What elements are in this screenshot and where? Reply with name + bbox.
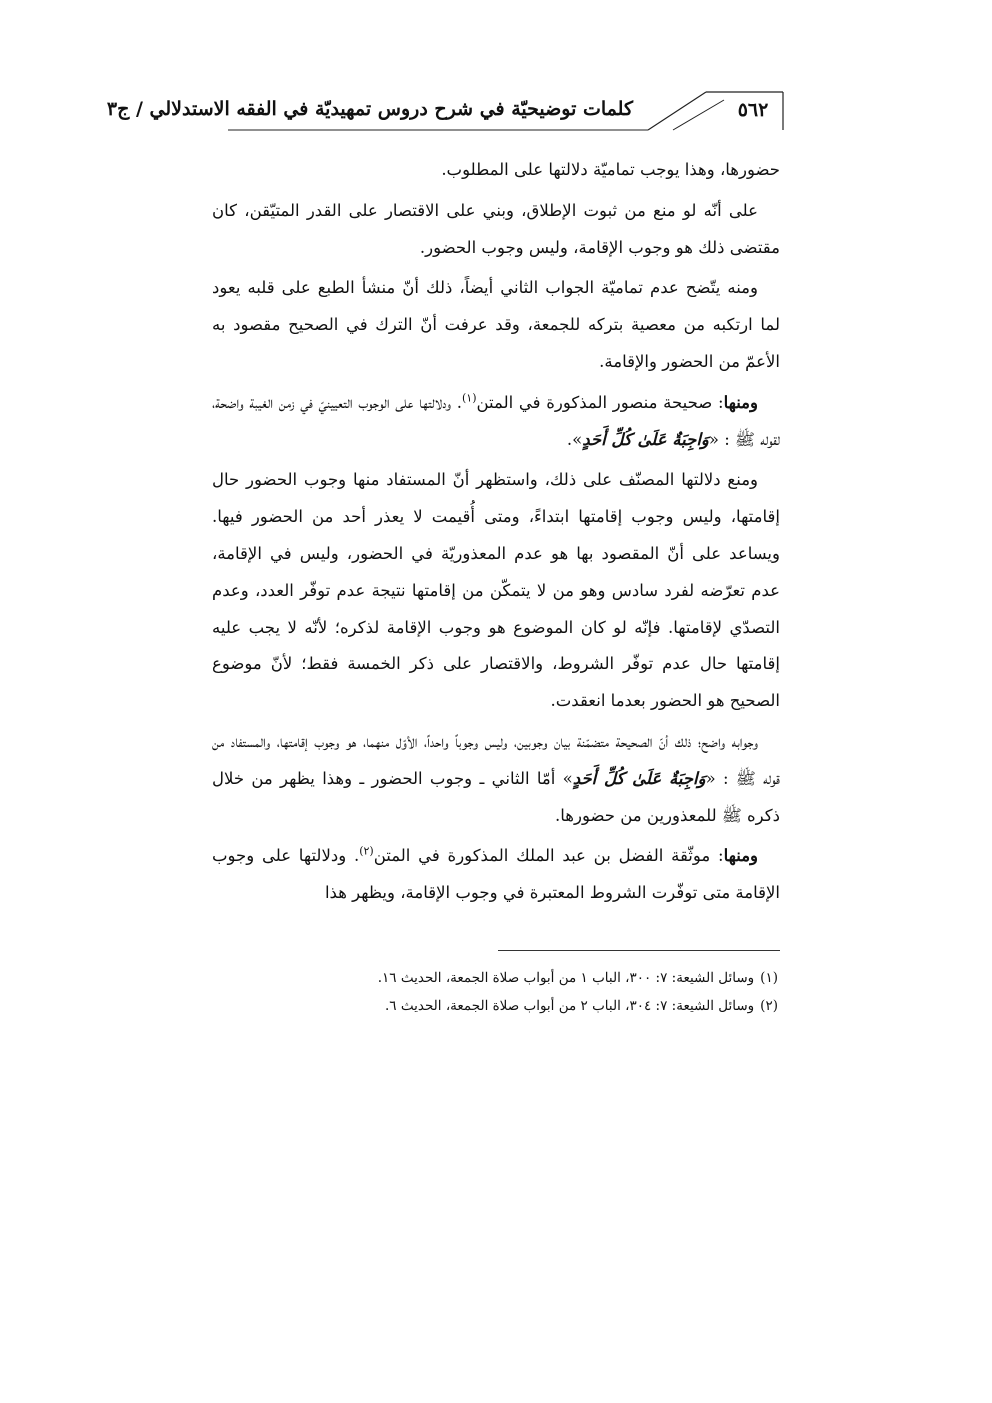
footnote-text: وسائل الشيعة: ٧: ٣٠٠، الباب ١ من أبواب صلاة الجمعة، الحديث ١٦. [377, 970, 755, 986]
paragraph-5: ومنع دلالتها المصنّف على ذلك، واستظهر أنّ المستفاد منها وجوب الحضور حال إقامتها، وليس وجوب إقامتها ابتداءً، ومتى أُقيمت لا يعذر أحد من الحضور فيها. ويساعد على أنّ المقصود بها هو عدم المعذوريّة في الحضور، وليس في الإقامة، عدم تعرّضه لفرد سادس وهو من لا يتمكّن من إقامتها نتيجة عدم توفّر العدد، وعدم التصدّي لإقامتها. فإنّه لو كان الموضوع هو وجوب الإقامة لذكره؛ لأنّه لا يجب عليه إقامتها حال عدم توفّر الشروط، والاقتصار على ذكر الخمسة فقط؛ لأنّ موضوع الصحيح هو الحضور بعدما انعقدت. [212, 470, 780, 711]
footnote-ref: (٢) [359, 844, 374, 858]
lead-word: ومنها [723, 846, 758, 866]
paragraph-1: حضورها، وهذا يوجب تماميّة دلالتها على المطلوب. [441, 160, 780, 179]
para-text: ». [566, 429, 583, 449]
para-text: . ودلالتها على الوجوب التعيينيّ في زمن الغيبة واضحة، لقوله ﷺ : « [212, 392, 780, 449]
paragraph-4 [212, 385, 780, 459]
lead-word: ومنها [723, 392, 758, 412]
paragraph-6 [212, 724, 780, 834]
body-text [212, 152, 780, 912]
para-text: وجوابه واضح؛ ذلك أنّ الصحيحة متضمّنة بيان وجوبين، وليس وجوباً واحداً، الأوّل منهما، هو وجوب إقامتها، والمستفاد من قوله ﷺ : « [212, 731, 780, 788]
footnote-number: (٢) [760, 998, 778, 1014]
paragraph-3: ومنه يتّضح عدم تماميّة الجواب الثاني أيضاً، ذلك أنّ منشأ الطبع على قلبه يعود لما ارتكبه من معصية بتركه للجمعة، وقد عرفت أنّ الترك في الصحيح مقصود به الأعمّ من الحضور والإقامة. [212, 278, 780, 371]
para-text: . ودلالتها على وجوب الإقامة متى توفّرت الشروط المعتبرة في وجوب الإقامة، ويظهر هذا [212, 846, 780, 903]
paragraph-7 [212, 838, 780, 912]
paragraph-2: على أنّه لو منع من ثبوت الإطلاق، وبني على الاقتصار على القدر المتيّقن، كان مقتضى ذلك هو وجوب الإقامة، وليس وجوب الحضور. [212, 200, 780, 257]
footnote-text: وسائل الشيعة: ٧: ٣٠٤، الباب ٢ من أبواب صلاة الجمعة، الحديث ٦. [385, 998, 755, 1014]
footnote-ref: (١) [461, 391, 477, 405]
footnote-divider [498, 950, 780, 951]
hadith-quote: وَاجِبَةٌ عَلَىٰ كُلِّ أَحَدٍ [572, 768, 706, 788]
running-title: كلمات توضيحيّة في شرح دروس تمهيديّة في الفقه الاستدلالي / ج٣ [106, 98, 633, 120]
hadith-quote: وَاجِبَةٌ عَلَىٰ كُلِّ أَحَدٍ [582, 429, 709, 449]
footnotes [212, 964, 780, 1020]
para-text: : موثّقة الفضل بن عبد الملك المذكورة في المتن [373, 846, 724, 866]
page-header [106, 90, 788, 136]
footnote-number: (١) [760, 970, 778, 986]
page-number: ٥٦٢ [737, 99, 769, 121]
para-text: » أمّا الثاني ـ وجوب الحضور ـ وهذا يظهر من خلال ذكره ﷺ للمعذورين من حضورها. [212, 768, 780, 825]
footnote-2 [212, 992, 780, 1020]
footnote-1 [212, 964, 780, 992]
para-text: : صحيحة منصور المذكورة في المتن [476, 392, 724, 412]
